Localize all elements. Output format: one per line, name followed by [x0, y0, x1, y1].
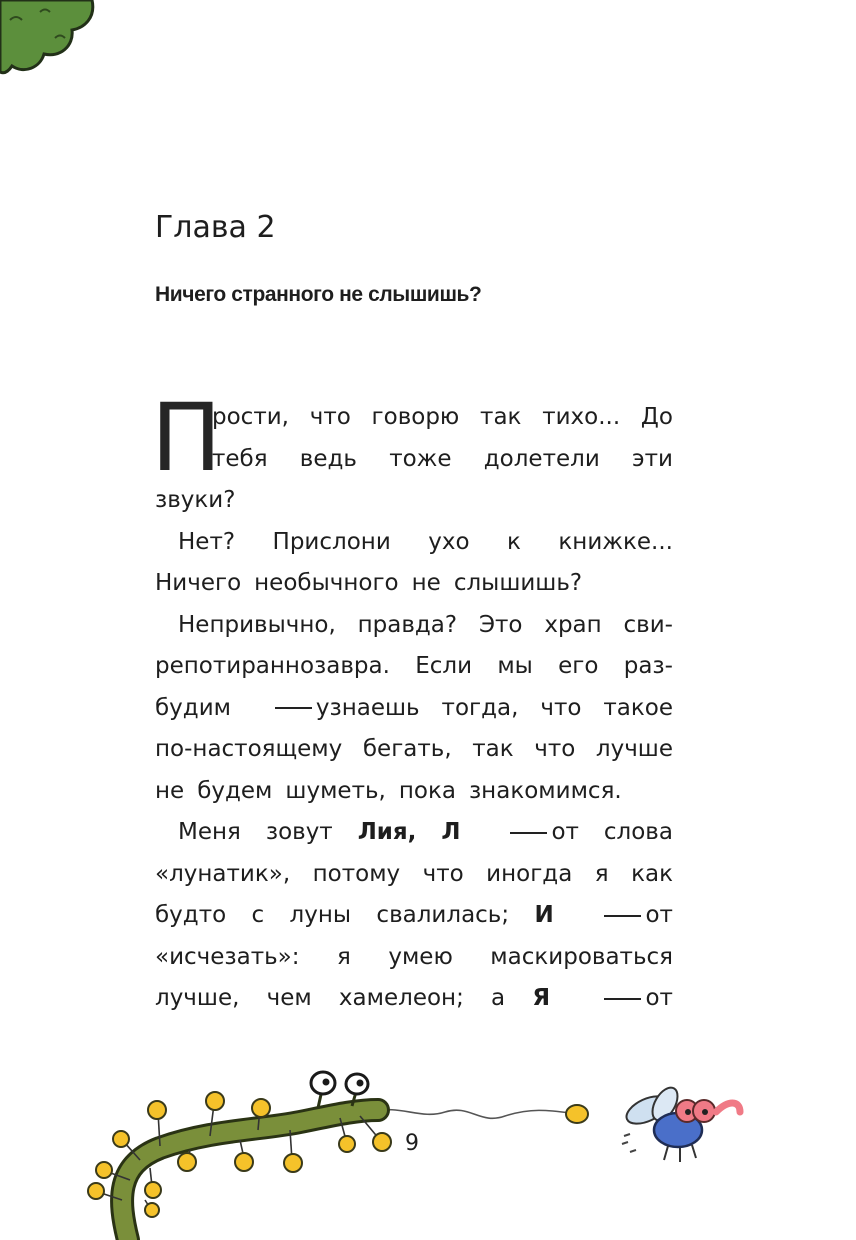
chapter-title: Глава 2 [155, 210, 276, 245]
text-line: Ничего необычного не слышишь? [155, 570, 583, 596]
page-number: 9 [405, 1131, 419, 1156]
text-line: звуки? [155, 487, 236, 513]
text-line: лучше, чем хамелеон; а Я от [155, 985, 673, 1011]
chapter-subtitle: Ничего странного не слышишь? [155, 283, 482, 306]
text-line: по-настоящему бегать, так что лучше [155, 736, 673, 762]
text-line: будто с луны свалилась; И от [155, 902, 673, 928]
text-line: рости, что говорю так тихо... До [212, 404, 673, 430]
text-line: репотираннозавра. Если мы его раз- [155, 653, 673, 679]
text-line: «исчезать»: я умею маскироваться [155, 943, 673, 970]
text-line: будим узнаешь тогда, что такое [155, 694, 673, 721]
text-line: «лунатик», потому что иногда я как [155, 860, 673, 887]
text-line: не будем шуметь, пока знакомимся. [155, 777, 622, 804]
drop-cap: П [151, 384, 222, 493]
text-line: Меня зовут Лия, Л от слова [178, 819, 673, 845]
text-line: тебя ведь тоже долетели эти [212, 445, 673, 472]
text-line: Непривычно, правда? Это храп сви- [178, 611, 673, 638]
text-line: Нет? Прислони ухо к книжке... [178, 528, 673, 555]
